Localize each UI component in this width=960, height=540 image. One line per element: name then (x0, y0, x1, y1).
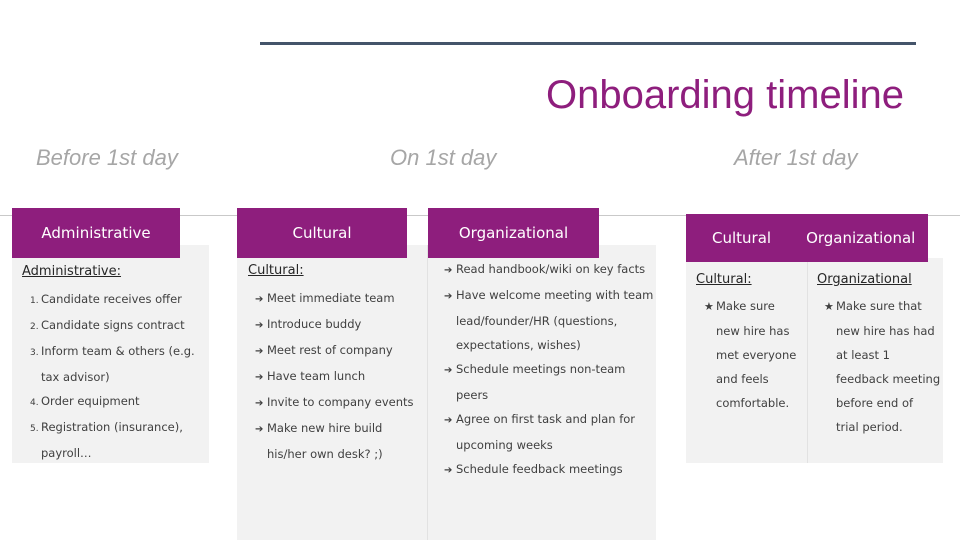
item-text: Registration (insurance), (41, 420, 183, 434)
arrow-icon: ➔ (444, 465, 453, 476)
on-panel-divider (427, 245, 428, 540)
after-org-heading: Organizational (817, 272, 912, 287)
list-item (30, 389, 195, 415)
item-text: Meet rest of company (267, 343, 393, 357)
item-text: upcoming weeks (456, 438, 553, 452)
phase-on-heading: On 1st day (390, 145, 497, 170)
item-text: lead/founder/HR (questions, (456, 314, 618, 328)
list-item (444, 257, 653, 283)
before-heading: Administrative: (22, 264, 122, 279)
list-item (824, 294, 940, 319)
arrow-icon: ➔ (255, 346, 264, 357)
list-item (30, 287, 195, 313)
list-item (255, 390, 414, 416)
item-text: Candidate receives offer (41, 292, 182, 306)
list-item (30, 415, 195, 441)
item-text: and feels (716, 372, 769, 386)
arrow-icon: ➔ (444, 415, 453, 426)
item-text: Schedule meetings non-team (456, 362, 626, 376)
item-text: Inform team & others (e.g. (41, 344, 195, 358)
item-text: before end of (836, 396, 914, 410)
item-text: Schedule feedback meetings (456, 462, 623, 476)
star-icon: ★ (824, 300, 834, 313)
item-text: Read handbook/wiki on key facts (456, 262, 646, 276)
item-text: tax advisor) (41, 370, 110, 384)
item-text: Meet immediate team (267, 291, 395, 305)
item-text: expectations, wishes) (456, 338, 581, 352)
star-icon: ★ (704, 300, 714, 313)
item-text: Make sure (716, 299, 775, 313)
list-item (704, 319, 796, 343)
arrow-icon: ➔ (255, 320, 264, 331)
item-text: comfortable. (716, 396, 790, 410)
on-cultural-list (255, 286, 414, 466)
item-text: Have welcome meeting with team (456, 288, 654, 302)
title-rule (260, 42, 916, 45)
on-organizational-bar (428, 208, 599, 258)
item-text: Have team lunch (267, 369, 366, 383)
list-item (444, 407, 653, 433)
after-cultural-list (704, 294, 796, 415)
before-list (30, 287, 195, 465)
item-text: met everyone (716, 348, 797, 362)
item-number: 4. (30, 398, 39, 408)
list-item (444, 383, 653, 407)
list-item (824, 319, 940, 343)
on-cultural-bar (237, 208, 407, 258)
list-item (824, 391, 940, 415)
bar-label-cultural: Cultural (712, 229, 772, 247)
bar-label: Organizational (458, 224, 569, 242)
list-item (824, 343, 940, 367)
list-item (444, 333, 653, 357)
arrow-icon: ➔ (444, 265, 453, 276)
item-text: peers (456, 388, 489, 402)
item-text: new hire has had (836, 324, 935, 338)
item-text: feedback meeting (836, 372, 941, 386)
item-number: 3. (30, 348, 39, 358)
arrow-icon: ➔ (255, 424, 264, 435)
item-text: Order equipment (41, 394, 140, 408)
phase-before-heading: Before 1st day (36, 145, 178, 170)
list-item (824, 415, 940, 439)
item-text: payroll… (41, 446, 92, 460)
list-item (704, 294, 796, 319)
bar-label-organizational: Organizational (806, 229, 916, 247)
item-text: Introduce buddy (267, 317, 362, 331)
list-item (255, 312, 414, 338)
item-number: 1. (30, 296, 39, 306)
list-item (30, 339, 195, 365)
arrow-icon: ➔ (255, 398, 264, 409)
list-item (444, 283, 653, 309)
list-item (255, 338, 414, 364)
item-text: Make sure that (836, 299, 922, 313)
item-text: Make new hire build (267, 421, 383, 435)
after-bar (686, 214, 928, 262)
on-org-list (444, 257, 653, 483)
list-item (255, 364, 414, 390)
list-item (30, 365, 195, 389)
item-number: 2. (30, 322, 39, 332)
list-item (824, 367, 940, 391)
after-cultural-heading: Cultural: (696, 272, 752, 287)
list-item (704, 367, 796, 391)
list-item (255, 286, 414, 312)
item-text: Candidate signs contract (41, 318, 185, 332)
list-item (444, 357, 653, 383)
list-item (30, 313, 195, 339)
item-text: trial period. (836, 420, 903, 434)
before-administrative-bar (12, 208, 180, 258)
list-item (444, 433, 653, 457)
item-text: Agree on first task and plan for (456, 412, 636, 426)
after-panel-divider (807, 258, 808, 463)
item-text: at least 1 (836, 348, 891, 362)
list-item (444, 309, 653, 333)
bar-label: Administrative (41, 224, 151, 242)
list-item (704, 343, 796, 367)
on-cultural-heading: Cultural: (248, 263, 304, 278)
arrow-icon: ➔ (444, 365, 453, 376)
item-text: his/her own desk? ;) (267, 447, 383, 461)
page-title: Onboarding timeline (546, 73, 904, 117)
item-number: 5. (30, 424, 39, 434)
list-item (255, 416, 414, 442)
phase-after-heading: After 1st day (734, 145, 858, 170)
after-org-list (824, 294, 940, 439)
list-item (30, 441, 195, 465)
bar-label: Cultural (292, 224, 352, 242)
item-text: new hire has (716, 324, 790, 338)
list-item (255, 442, 414, 466)
list-item (444, 457, 653, 483)
list-item (704, 391, 796, 415)
arrow-icon: ➔ (255, 294, 264, 305)
arrow-icon: ➔ (255, 372, 264, 383)
arrow-icon: ➔ (444, 291, 453, 302)
item-text: Invite to company events (267, 395, 414, 409)
